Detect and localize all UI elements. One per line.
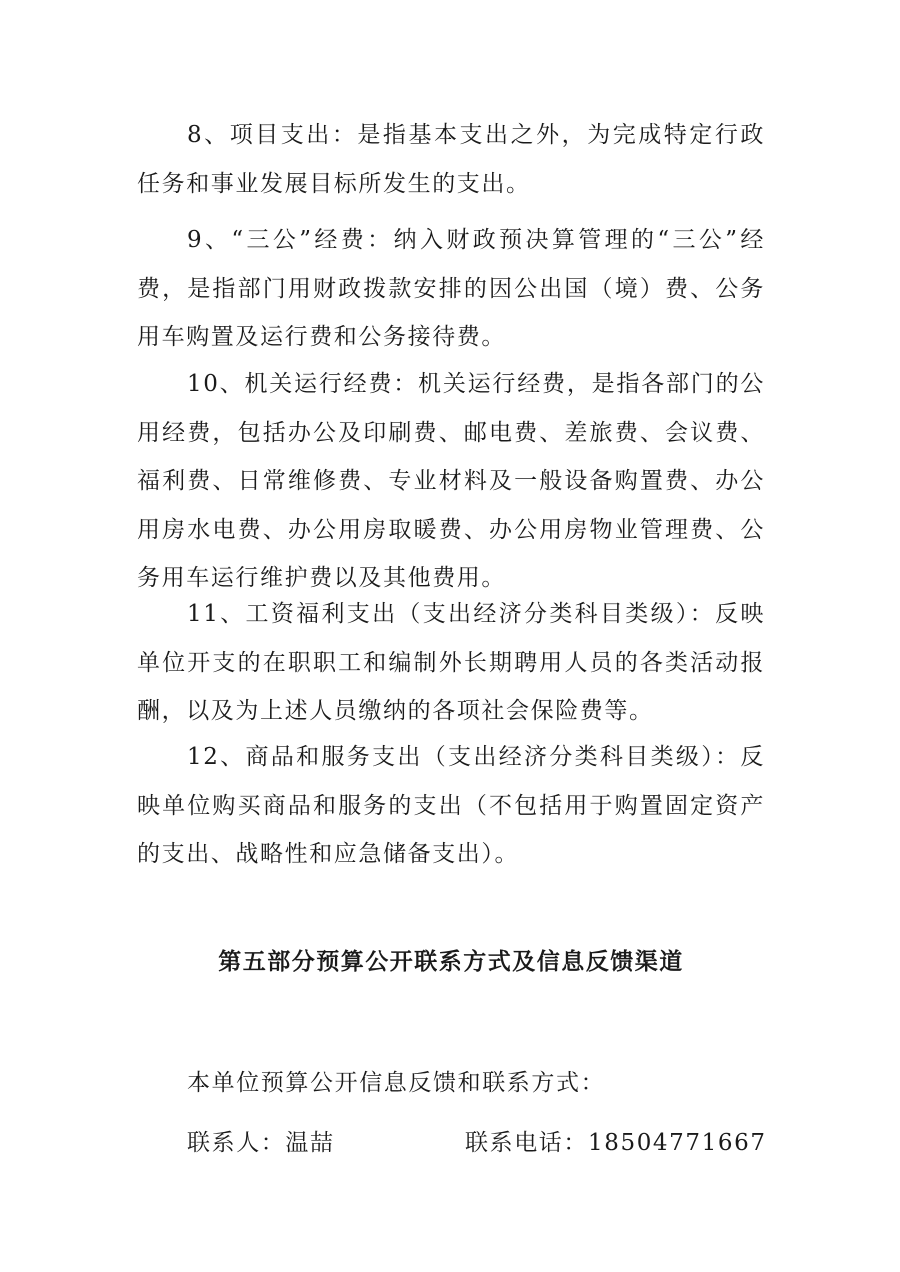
section-title: 第五部分预算公开联系方式及信息反馈渠道 <box>218 948 684 975</box>
definition-text: 11、工资福利支出（支出经济分类科目类级）：反映单位开支的在职职工和编制外长期聘用人员的各类活动报酬，以及为上述人员缴纳的各项社会保险费等。 <box>137 601 765 724</box>
definition-item-9 <box>137 216 765 362</box>
definition-text: 8、项目支出：是指基本支出之外，为完成特定行政任务和事业发展目标所发生的支出。 <box>137 122 765 197</box>
definition-item-11 <box>137 590 765 736</box>
definition-text: 9、“三公”经费：纳入财政预决算管理的“三公”经费，是指部门用财政拨款安排的因公出国（境）费、公务用车购置及运行费和公务接待费。 <box>137 227 765 350</box>
contact-intro: 本单位预算公开信息反馈和联系方式： <box>187 1070 606 1096</box>
definition-item-12 <box>137 733 765 879</box>
definition-text: 12、商品和服务支出（支出经济分类科目类级）：反映单位购买商品和服务的支出（不包括用于购置固定资产的支出、战略性和应急储备支出）。 <box>137 744 765 867</box>
contact-person: 联系人：温喆 <box>187 1130 335 1156</box>
definition-text: 10、机关运行经费：机关运行经费，是指各部门的公用经费，包括办公及印刷费、邮电费、差旅费、会议费、福利费、日常维修费、专业材料及一般设备购置费、办公用房水电费、办公用房取暖费、办公用房物业管理费、公务用车运行维护费以及其他费用。 <box>137 371 765 591</box>
definition-item-8 <box>137 111 765 208</box>
contact-phone: 联系电话：18504771667 <box>465 1130 767 1156</box>
definition-item-10 <box>137 360 765 603</box>
